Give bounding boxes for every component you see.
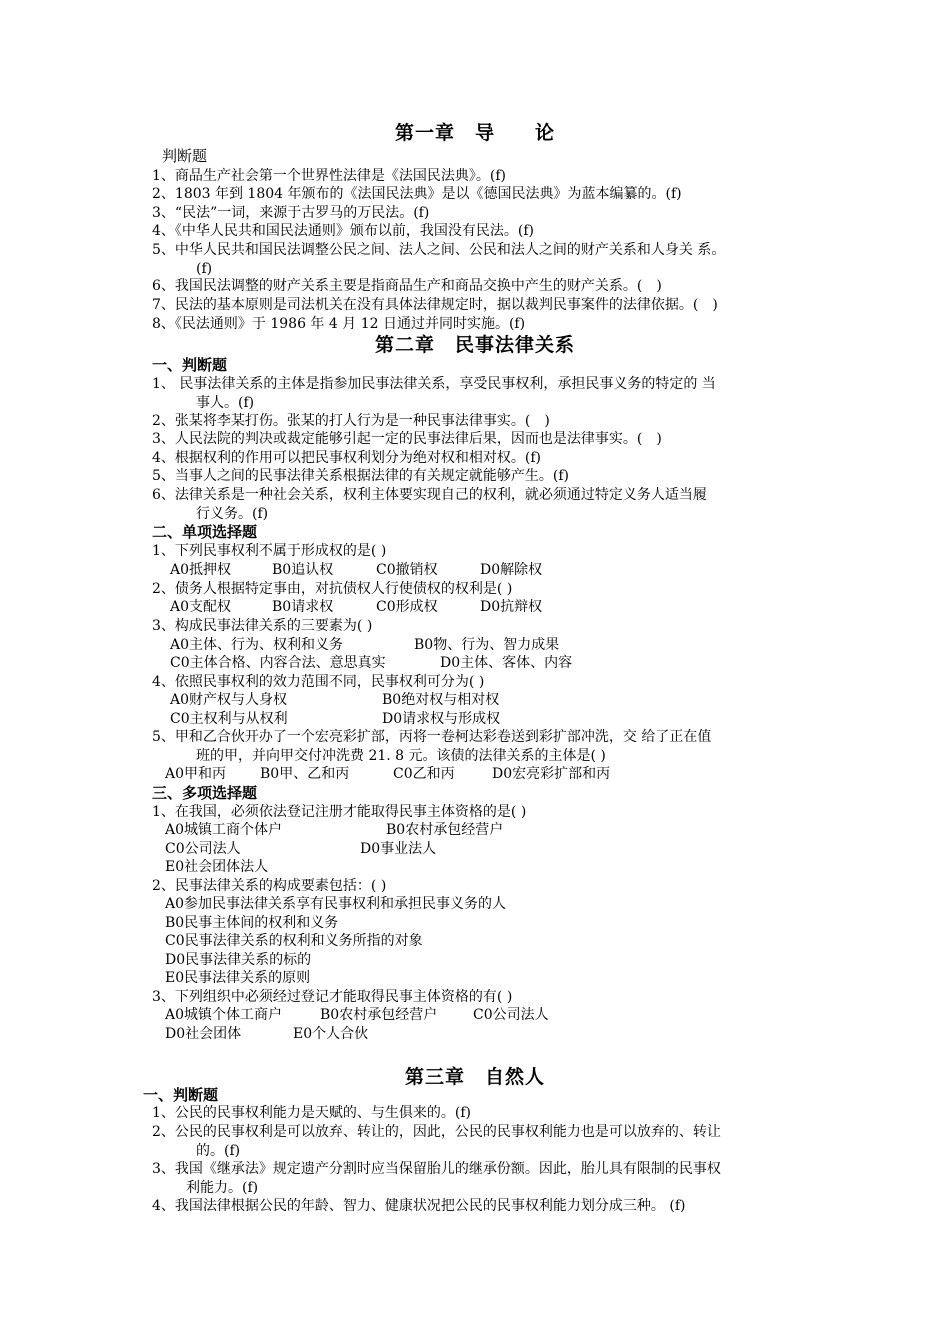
option: C0公司法人 bbox=[165, 841, 241, 857]
option: B0甲、乙和丙 bbox=[260, 766, 350, 782]
question-text: 5、中华人民共和国民法调整公民之间、法人之间、公民和法人之间的财产关系和人身关 系。 bbox=[152, 242, 726, 258]
question-item bbox=[152, 1160, 822, 1197]
question-item bbox=[152, 375, 822, 412]
question-text: 4、根据权利的作用可以把民事权利划分为绝对权和相对权。(f) bbox=[152, 450, 542, 466]
question-item bbox=[152, 486, 822, 523]
question-text: 2、公民的民事权利是可以放弃、转让的，因此，公民的民事权利能力也是可以放弃的、转让 bbox=[152, 1124, 721, 1140]
question-continuation: 行义务。(f) bbox=[196, 505, 269, 522]
option: C0主权利与从权利 bbox=[170, 711, 288, 727]
question-item bbox=[152, 1197, 822, 1216]
question-text: 1、公民的民事权利能力是天赋的、与生俱来的。(f) bbox=[152, 1105, 472, 1121]
question-text: 5、甲和乙合伙开办了一个宏亮彩扩部，丙将一卷柯达彩卷送到彩扩部冲洗，交 给了正在值 bbox=[152, 729, 712, 745]
option: C0撤销权 bbox=[376, 562, 438, 578]
question-text: 7、民法的基本原则是司法机关在没有具体法律规定时，据以裁判民事案件的法律依据。( ) bbox=[152, 297, 718, 313]
question-item bbox=[152, 277, 822, 296]
option: D0解除权 bbox=[480, 562, 543, 578]
question-item bbox=[152, 728, 822, 765]
question-item bbox=[152, 167, 822, 186]
section-heading: 一、判断题 bbox=[143, 1086, 219, 1104]
option: A0参加民事法律关系享有民事权利和承担民事义务的人 bbox=[165, 896, 507, 912]
question-text: 4、依照民事权利的效力范围不同，民事权利可分为( ) bbox=[152, 674, 485, 690]
question-text: 3、下列组织中必须经过登记才能取得民事主体资格的有( ) bbox=[152, 989, 513, 1005]
question-item bbox=[152, 617, 822, 636]
option: B0追认权 bbox=[272, 562, 334, 578]
question-item bbox=[152, 430, 822, 449]
question-text: 5、当事人之间的民事法律关系根据法律的有关规定就能够产生。(f) bbox=[152, 468, 570, 484]
question-text: 4、我国法律根据公民的年龄、智力、健康状况把公民的民事权利能力划分成三种。 (f) bbox=[152, 1198, 686, 1214]
question-text: 1、商品生产社会第一个世界性法律是《法国民法典》。(f) bbox=[152, 168, 507, 184]
question-text: 2、张某将李某打伤。张某的打人行为是一种民事法律事实。( ) bbox=[152, 413, 550, 429]
option: E0民事法律关系的原则 bbox=[165, 970, 311, 986]
question-item bbox=[152, 412, 822, 431]
chapter-title: 第一章 导 论 bbox=[394, 122, 555, 144]
option: B0绝对权与相对权 bbox=[382, 692, 500, 708]
chapter-title: 第二章 民事法律关系 bbox=[374, 334, 575, 356]
section-heading: 三、多项选择题 bbox=[152, 784, 258, 802]
option: B0民事主体间的权利和义务 bbox=[165, 915, 339, 931]
option: C0民事法律关系的权利和义务所指的对象 bbox=[165, 933, 423, 949]
option: D0请求权与形成权 bbox=[382, 711, 501, 727]
option: D0主体、客体、内容 bbox=[440, 655, 573, 671]
question-item bbox=[152, 185, 822, 204]
question-text: 6、法律关系是一种社会关系，权利主体要实现自己的权利，就必须通过特定义务人适当履 bbox=[152, 487, 707, 503]
option: B0请求权 bbox=[272, 599, 334, 615]
option: D0宏亮彩扩部和丙 bbox=[492, 766, 611, 782]
option: C0乙和丙 bbox=[393, 766, 455, 782]
question-item bbox=[152, 467, 822, 486]
option: A0财产权与人身权 bbox=[170, 692, 288, 708]
question-text: 1、在我国，必须依法登记注册才能取得民事主体资格的是( ) bbox=[152, 804, 527, 820]
option: A0主体、行为、权利和义务 bbox=[170, 637, 344, 653]
section-heading: 二、单项选择题 bbox=[152, 523, 258, 541]
option: B0农村承包经营户 bbox=[320, 1007, 438, 1023]
question-item bbox=[152, 222, 822, 241]
option: D0事业法人 bbox=[360, 841, 437, 857]
question-item bbox=[152, 803, 822, 822]
question-text: 3、我国《继承法》规定遗产分割时应当保留胎儿的继承份额。因此，胎儿具有限制的民事权 bbox=[152, 1161, 721, 1177]
option: E0社会团体法人 bbox=[165, 859, 269, 875]
option: A0城镇工商个体户 bbox=[165, 822, 283, 838]
option: B0农村承包经营户 bbox=[386, 822, 504, 838]
option: D0民事法律关系的标的 bbox=[165, 952, 312, 968]
section-heading: 一、判断题 bbox=[152, 356, 228, 374]
question-continuation: 的。(f) bbox=[196, 1142, 241, 1159]
option: D0社会团体 bbox=[165, 1026, 242, 1042]
question-continuation: 班的甲，并向甲交付冲洗费 21. 8 元。该债的法律关系的主体是( ) bbox=[196, 747, 606, 764]
question-item bbox=[152, 315, 822, 334]
question-item bbox=[152, 580, 822, 599]
question-text: 2、1803 年到 1804 年颁布的《法国民法典》是以《德国民法典》为蓝本编纂的。(f) bbox=[152, 186, 682, 202]
question-continuation: 利能力。(f) bbox=[186, 1179, 259, 1196]
question-text: 2、民事法律关系的构成要素包括：( ) bbox=[152, 878, 387, 894]
option: A0抵押权 bbox=[170, 562, 232, 578]
question-item bbox=[152, 296, 822, 315]
question-text: 8、《民法通则》于 1986 年 4 月 12 日通过并同时实施。(f) bbox=[152, 316, 526, 332]
option: D0抗辩权 bbox=[480, 599, 543, 615]
question-item bbox=[152, 449, 822, 468]
question-text: 4、《中华人民共和国民法通则》颁布以前，我国没有民法。(f) bbox=[152, 223, 535, 239]
question-continuation: (f) bbox=[196, 260, 213, 277]
question-text: 6、我国民法调整的财产关系主要是指商品生产和商品交换中产生的财产关系。( ) bbox=[152, 278, 662, 294]
option: A0甲和丙 bbox=[165, 766, 227, 782]
question-text: 3、人民法院的判决或裁定能够引起一定的民事法律后果，因而也是法律事实。( ) bbox=[152, 431, 662, 447]
question-text: 1、下列民事权利不属于形成权的是( ) bbox=[152, 543, 387, 559]
question-text: 2、债务人根据特定事由，对抗债权人行使债权的权利是( ) bbox=[152, 581, 513, 597]
question-item bbox=[152, 241, 822, 278]
question-item bbox=[152, 1123, 822, 1160]
option: C0主体合格、内容合法、意思真实 bbox=[170, 655, 386, 671]
question-item bbox=[152, 1104, 822, 1123]
question-text: 1、 民事法律关系的主体是指参加民事法律关系，享受民事权利，承担民事义务的特定的 当 bbox=[152, 376, 716, 392]
section-heading: 判断题 bbox=[162, 147, 208, 165]
question-continuation: 事人。(f) bbox=[196, 394, 255, 411]
option: C0公司法人 bbox=[473, 1007, 549, 1023]
option: A0支配权 bbox=[170, 599, 232, 615]
option: E0个人合伙 bbox=[293, 1026, 369, 1042]
question-item bbox=[152, 877, 822, 896]
chapter-title: 第三章 自然人 bbox=[404, 1066, 545, 1088]
question-item bbox=[152, 988, 822, 1007]
question-text: 3、“民法”一词，来源于古罗马的万民法。(f) bbox=[152, 205, 430, 221]
option: A0城镇个体工商户 bbox=[165, 1007, 283, 1023]
question-item bbox=[152, 673, 822, 692]
option: B0物、行为、智力成果 bbox=[414, 637, 560, 653]
question-text: 3、构成民事法律关系的三要素为( ) bbox=[152, 618, 373, 634]
option: C0形成权 bbox=[376, 599, 438, 615]
question-item bbox=[152, 542, 822, 561]
question-item bbox=[152, 204, 822, 223]
